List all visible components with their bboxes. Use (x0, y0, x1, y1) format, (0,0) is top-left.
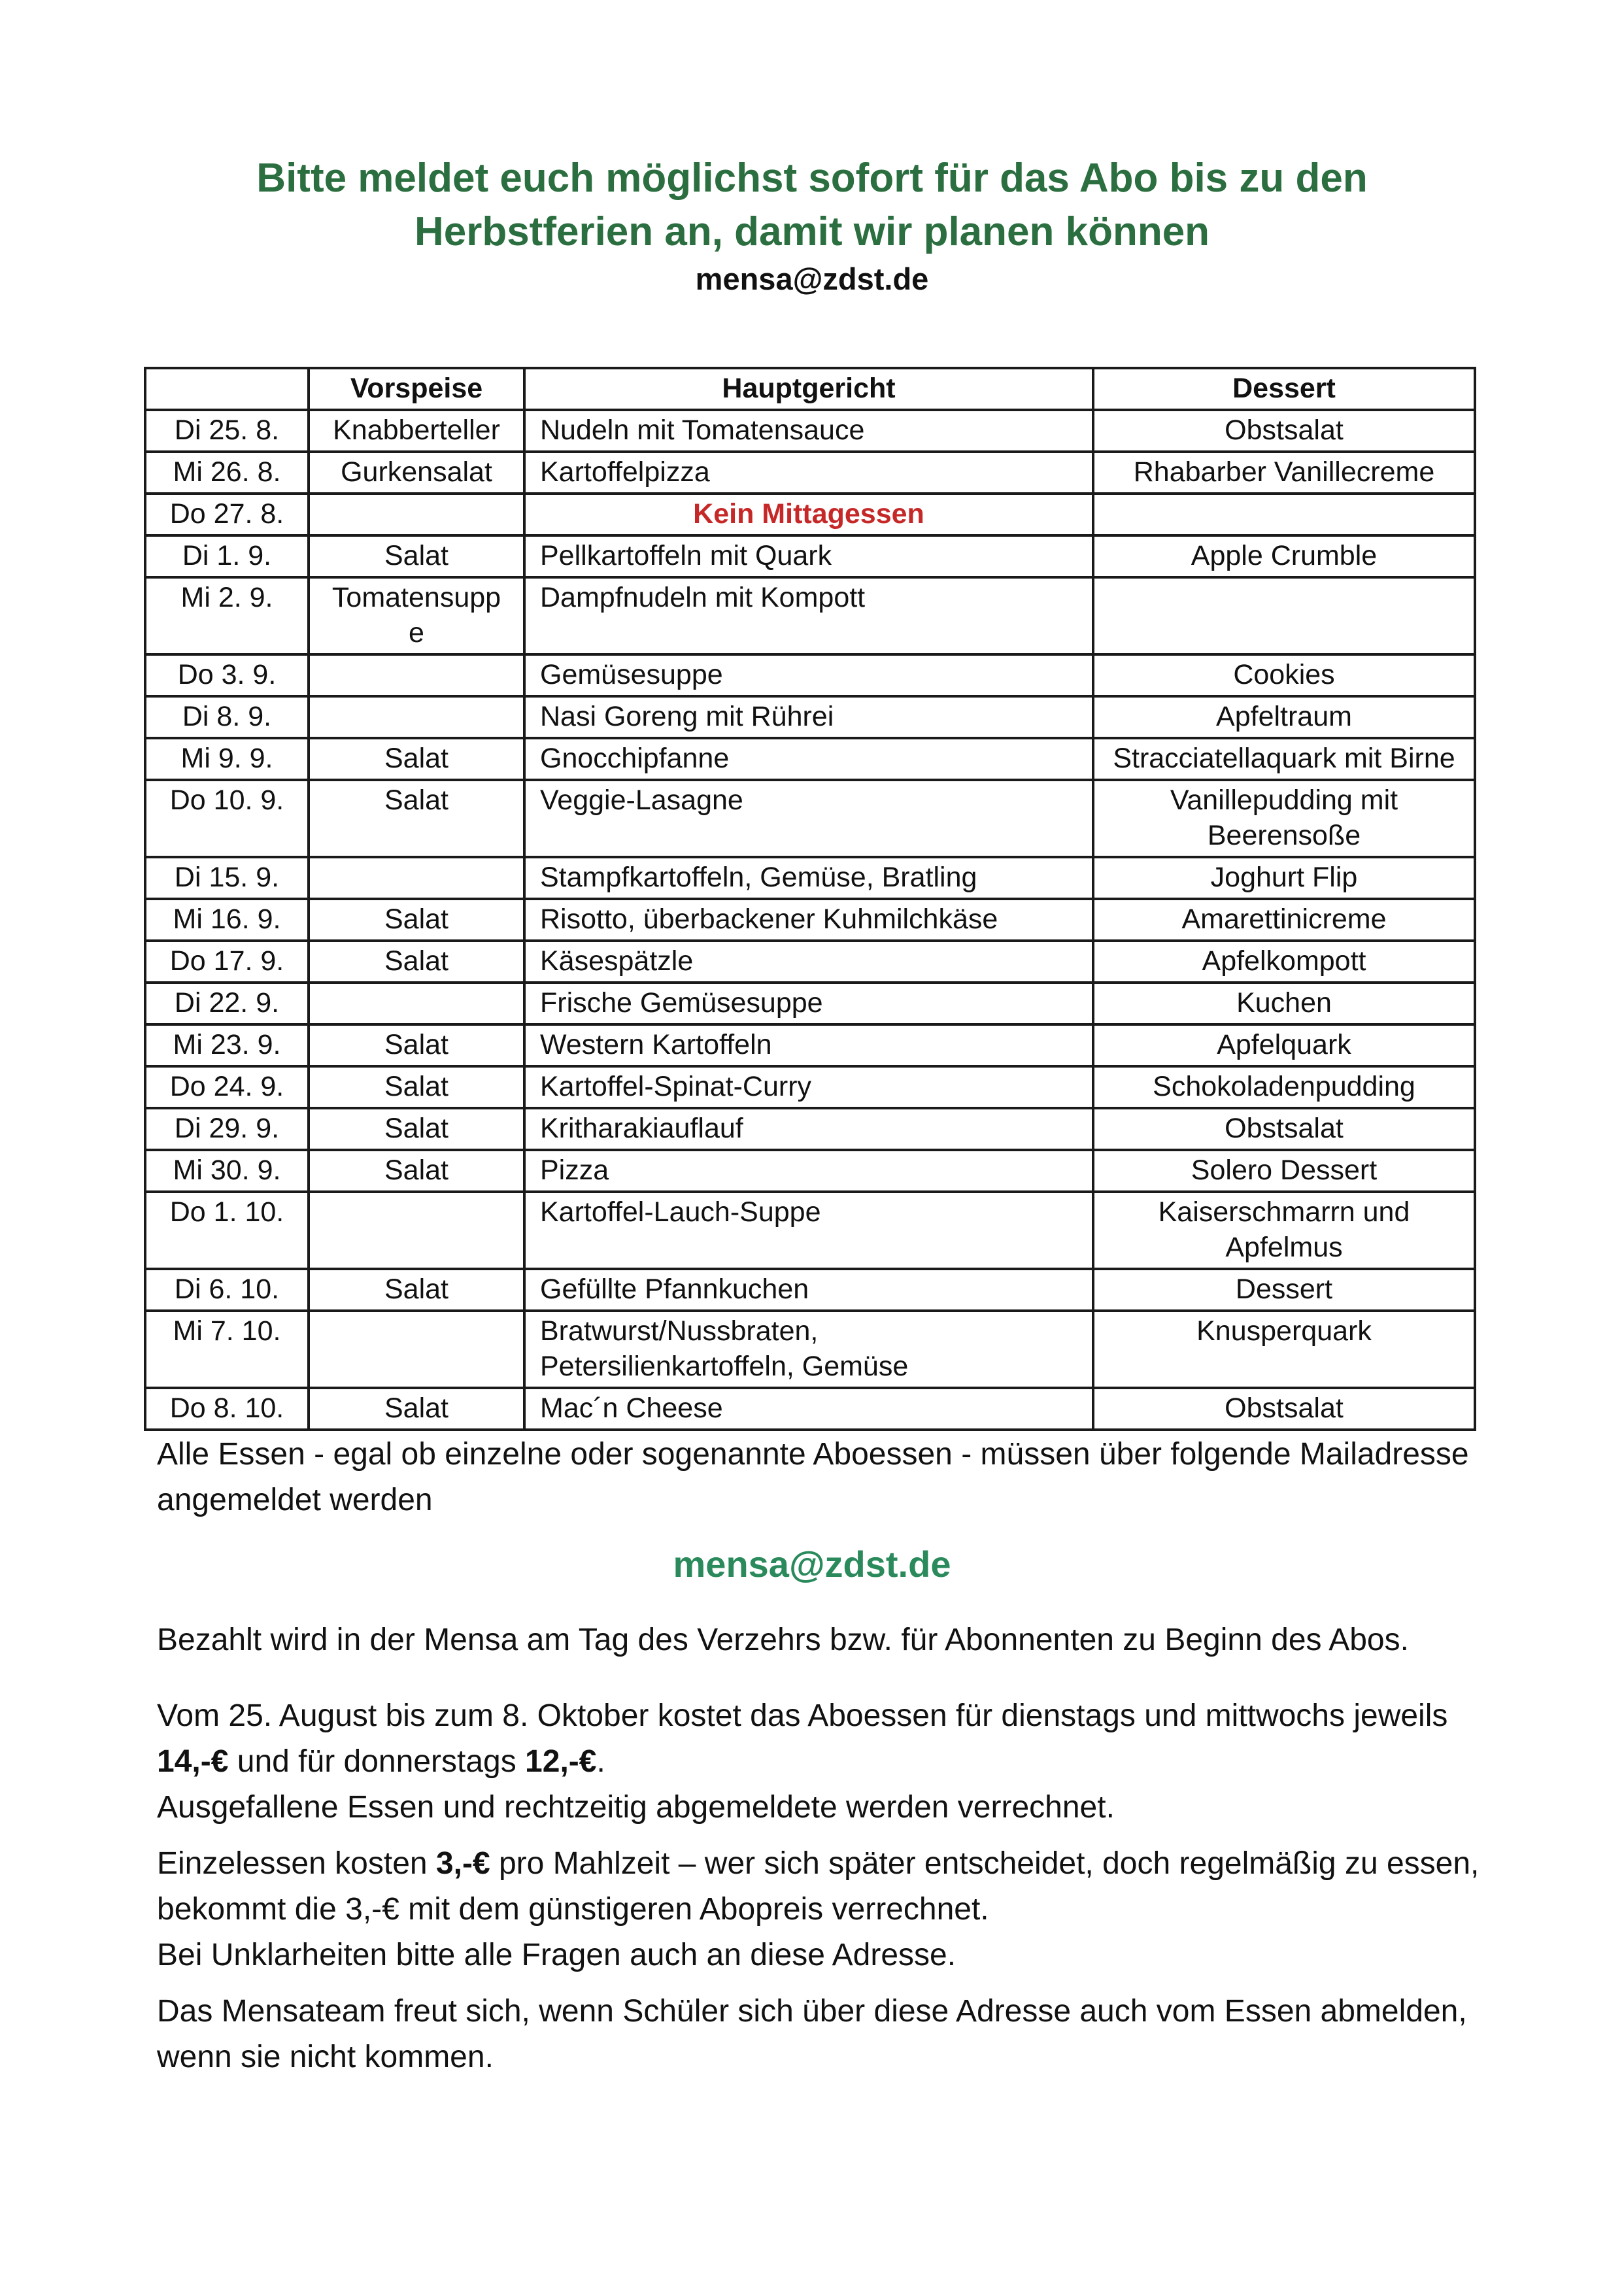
cancel-text: Ausgefallene Essen und rechtzeitig abgemeldete werden verrechnet. (157, 1790, 1115, 1825)
table-row (145, 1269, 1475, 1311)
cell-dessert: Obstsalat (1093, 1388, 1475, 1430)
cell-hauptgericht: Käsespätzle (524, 941, 1093, 983)
cell-dessert: Knusperquark (1093, 1311, 1475, 1388)
cell-date: Di 6. 10. (145, 1269, 309, 1311)
cell-dessert: Joghurt Flip (1093, 857, 1475, 899)
cell-vorspeise: Salat (309, 738, 524, 780)
closing-text: Das Mensateam freut sich, wenn Schüler sich über diese Adresse auch vom Essen abmelden, wenn sie nicht kommen. (157, 1994, 1467, 2074)
title-line-1: Bitte meldet euch möglichst sofort für das Abo bis zu den (256, 156, 1368, 201)
single-meal-text (157, 1841, 1491, 1932)
cell-date: Di 22. 9. (145, 983, 309, 1024)
table-row (145, 738, 1475, 780)
cell-vorspeise: Knabberteller (309, 410, 524, 452)
cell-hauptgericht: Nudeln mit Tomatensauce (524, 410, 1093, 452)
cell-dessert: Cookies (1093, 654, 1475, 696)
header-date (145, 368, 309, 410)
cell-dessert: Vanillepudding mit Beerensoße (1093, 780, 1475, 857)
cell-dessert: Obstsalat (1093, 1108, 1475, 1150)
header-hauptgericht: Hauptgericht (524, 368, 1093, 410)
table-row (145, 941, 1475, 983)
header-vorspeise: Vorspeise (309, 368, 524, 410)
cell-hauptgericht: Gemüsesuppe (524, 654, 1093, 696)
cell-date: Mi 23. 9. (145, 1024, 309, 1066)
cell-dessert: Dessert (1093, 1269, 1475, 1311)
price-text-part2: und für donnerstags (228, 1744, 526, 1779)
cell-dessert: Apfelquark (1093, 1024, 1475, 1066)
cell-date: Do 17. 9. (145, 941, 309, 983)
cell-date: Do 8. 10. (145, 1388, 309, 1430)
table-row (145, 1108, 1475, 1150)
cell-vorspeise (309, 1192, 524, 1269)
cell-hauptgericht: Kartoffel-Lauch-Suppe (524, 1192, 1093, 1269)
table-row (145, 1150, 1475, 1192)
cell-vorspeise (309, 1311, 524, 1388)
table-row (145, 780, 1475, 857)
cell-date: Do 27. 8. (145, 494, 309, 535)
table-row (145, 494, 1475, 535)
cell-vorspeise: Salat (309, 535, 524, 577)
cell-dessert: Apple Crumble (1093, 535, 1475, 577)
questions-text: Bei Unklarheiten bitte alle Fragen auch an diese Adresse. (157, 1938, 956, 1972)
table-row (145, 1024, 1475, 1066)
cell-vorspeise: Salat (309, 1024, 524, 1066)
title-line-2: Herbstferien an, damit wir planen können (414, 209, 1210, 254)
cell-hauptgericht: Kartoffel-Spinat-Curry (524, 1066, 1093, 1108)
cell-dessert: Obstsalat (1093, 410, 1475, 452)
cell-hauptgericht: Kartoffelpizza (524, 452, 1093, 494)
table-row (145, 696, 1475, 738)
table-row (145, 654, 1475, 696)
cell-hauptgericht: Dampfnudeln mit Kompott (524, 577, 1093, 654)
cell-vorspeise (309, 494, 524, 535)
header-dessert: Dessert (1093, 368, 1475, 410)
cell-vorspeise: Salat (309, 780, 524, 857)
cell-hauptgericht: Stampfkartoffeln, Gemüse, Bratling (524, 857, 1093, 899)
price-text (157, 1693, 1491, 1785)
cell-hauptgericht: Nasi Goreng mit Rührei (524, 696, 1093, 738)
table-row (145, 899, 1475, 941)
cell-hauptgericht: Kritharakiauflauf (524, 1108, 1093, 1150)
price-thu: 12,-€ (525, 1744, 597, 1779)
cell-hauptgericht: Kein Mittagessen (524, 494, 1093, 535)
cell-date: Mi 30. 9. (145, 1150, 309, 1192)
table-row (145, 1388, 1475, 1430)
cell-hauptgericht: Pizza (524, 1150, 1093, 1192)
cell-dessert: Apfelkompott (1093, 941, 1475, 983)
cell-dessert: Solero Dessert (1093, 1150, 1475, 1192)
cell-date: Di 29. 9. (145, 1108, 309, 1150)
price-text-part1: Vom 25. August bis zum 8. Oktober kostet das Aboessen für dienstags und mittwochs jeweils (157, 1698, 1448, 1733)
cell-vorspeise (309, 983, 524, 1024)
cell-vorspeise: Salat (309, 1066, 524, 1108)
cell-date: Di 8. 9. (145, 696, 309, 738)
cell-hauptgericht: Pellkartoffeln mit Quark (524, 535, 1093, 577)
cell-date: Mi 16. 9. (145, 899, 309, 941)
cell-dessert: Stracciatellaquark mit Birne (1093, 738, 1475, 780)
table-row (145, 452, 1475, 494)
cell-vorspeise (309, 696, 524, 738)
cell-vorspeise (309, 654, 524, 696)
single-price: 3,-€ (435, 1846, 490, 1881)
cell-vorspeise: Salat (309, 1269, 524, 1311)
cell-dessert (1093, 494, 1475, 535)
table-row (145, 1192, 1475, 1269)
cell-date: Mi 26. 8. (145, 452, 309, 494)
cell-dessert: Kuchen (1093, 983, 1475, 1024)
page-title (144, 152, 1480, 259)
single-text-part2: pro Mahlzeit – wer sich später entscheidet, doch regelmäßig zu essen, bekommt die 3,-€ mit dem günstigeren Abopreis verrechnet. (157, 1846, 1480, 1927)
cell-hauptgericht: Mac´n Cheese (524, 1388, 1093, 1430)
menu-table (144, 367, 1476, 1431)
registration-text: Alle Essen - egal ob einzelne oder sogenannte Aboessen - müssen über folgende Mailadresse angemeldet werden (157, 1437, 1469, 1517)
cell-hauptgericht: Veggie-Lasagne (524, 780, 1093, 857)
cell-date: Mi 2. 9. (145, 577, 309, 654)
table-row (145, 577, 1475, 654)
cell-vorspeise: Salat (309, 899, 524, 941)
cell-dessert: Schokoladenpudding (1093, 1066, 1475, 1108)
cell-date: Di 1. 9. (145, 535, 309, 577)
table-row (145, 983, 1475, 1024)
menu-table-body (145, 410, 1475, 1430)
cell-dessert: Apfeltraum (1093, 696, 1475, 738)
cell-hauptgericht: Bratwurst/Nussbraten, Petersilienkartoffeln, Gemüse (524, 1311, 1093, 1388)
cell-dessert: Amarettinicreme (1093, 899, 1475, 941)
cell-date: Do 1. 10. (145, 1192, 309, 1269)
table-row (145, 410, 1475, 452)
registration-email: mensa@zdst.de (673, 1543, 951, 1585)
cell-vorspeise (309, 857, 524, 899)
table-header-row (145, 368, 1475, 410)
header-email: mensa@zdst.de (695, 261, 929, 296)
cell-dessert: Rhabarber Vanillecreme (1093, 452, 1475, 494)
cell-hauptgericht: Risotto, überbackener Kuhmilchkäse (524, 899, 1093, 941)
cell-dessert (1093, 577, 1475, 654)
cell-date: Di 15. 9. (145, 857, 309, 899)
cell-vorspeise: Tomatensuppe (309, 577, 524, 654)
table-row (145, 857, 1475, 899)
cell-date: Mi 7. 10. (145, 1311, 309, 1388)
cell-hauptgericht: Western Kartoffeln (524, 1024, 1093, 1066)
cell-date: Do 10. 9. (145, 780, 309, 857)
cell-vorspeise: Salat (309, 941, 524, 983)
table-row (145, 1066, 1475, 1108)
payment-text: Bezahlt wird in der Mensa am Tag des Verzehrs bzw. für Abonnenten zu Beginn des Abos. (157, 1623, 1409, 1657)
price-text-part3: . (596, 1744, 605, 1779)
cell-vorspeise: Salat (309, 1150, 524, 1192)
table-row (145, 1311, 1475, 1388)
cell-vorspeise: Salat (309, 1388, 524, 1430)
single-text-part1: Einzelessen kosten (157, 1846, 436, 1881)
cell-dessert: Kaiserschmarrn und Apfelmus (1093, 1192, 1475, 1269)
cell-hauptgericht: Frische Gemüsesuppe (524, 983, 1093, 1024)
cell-vorspeise: Salat (309, 1108, 524, 1150)
cell-hauptgericht: Gefüllte Pfannkuchen (524, 1269, 1093, 1311)
cell-date: Do 3. 9. (145, 654, 309, 696)
cell-hauptgericht: Gnocchipfanne (524, 738, 1093, 780)
cell-date: Mi 9. 9. (145, 738, 309, 780)
cell-date: Do 24. 9. (145, 1066, 309, 1108)
cell-date: Di 25. 8. (145, 410, 309, 452)
cell-vorspeise: Gurkensalat (309, 452, 524, 494)
table-row (145, 535, 1475, 577)
price-tue-wed: 14,-€ (157, 1744, 229, 1779)
